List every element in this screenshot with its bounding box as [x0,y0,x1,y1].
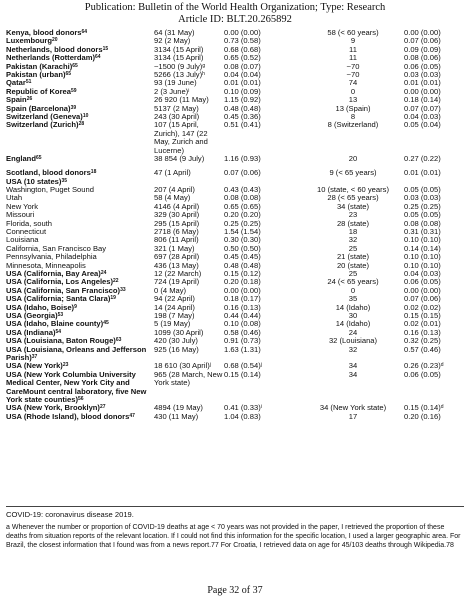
location-cell-text: Kenya, blood donors [6,28,82,37]
age-share-cell-text: 34 [348,361,358,371]
reference-superscript: 33 [120,286,126,293]
ifr-under70-cell-text: 0.15 (0.14) [404,403,441,413]
deaths-cell-text: 4894 (19 May) [154,403,203,413]
page-number: Page 32 of 37 [207,585,263,596]
ifr-under70-cell-text: 0.08 (0.08) [404,218,441,228]
deaths-cell [154,346,224,363]
ifr-under70-cell-text: 0.07 (0.07) [404,103,441,113]
age-share-cell [302,346,404,363]
location-cell-text: USA (Indiana) [6,327,56,337]
location-cell-text: Qatar [6,78,26,88]
table-row [6,413,464,421]
age-share-cell-text: ~70 [346,70,360,80]
data-table [6,29,464,421]
ifr-under70-cell-text: 0.08 (0.06) [404,53,441,63]
deaths-cell-text: 198 (7 May) [154,311,195,320]
reference-superscript: j [209,362,211,369]
ifr-under70-cell-text: 0.07 (0.06) [404,36,441,46]
age-share-cell-text: 28 (< 65 years) [327,193,379,203]
location-cell-text: USA (California; Santa Clara) [6,294,111,304]
location-cell-text: New York [6,201,39,211]
age-share-cell [302,169,404,177]
reference-superscript: 27 [99,404,106,411]
ifr-cell-text: 0.25 (0.25) [224,218,261,228]
age-share-cell-text: 34 [348,369,358,379]
location-cell-text: Luxembourg [6,36,52,46]
age-share-cell [302,413,404,421]
location-cell-text: Washington, Puget Sound [6,184,94,194]
deaths-cell-text: 47 (1 April) [154,168,191,178]
deaths-cell [154,413,224,421]
ifr-under70-cell-text: 0.07 (0.06) [404,294,441,304]
ifr-under70-cell [404,169,464,177]
deaths-cell-text: 12 (22 March) [154,268,202,278]
ifr-under70-cell-text: 0.18 (0.14) [404,95,441,105]
location-cell-text: Minnesota, Minneapolis [6,260,86,270]
ifr-under70-cell-text: 0.01 (0.01) [404,168,441,178]
deaths-cell-text: 806 (11 April) [154,235,199,245]
reference-superscript: h [202,71,205,78]
reference-superscript: 53 [57,312,64,318]
location-cell-text: USA (Idaho, Boise) [6,302,75,312]
ifr-cell-text: 0.68 (0.68) [224,44,261,54]
reference-superscript: 51 [25,79,32,86]
age-share-cell-text: 58 (< 60 years) [327,28,379,37]
reference-superscript: 65 [65,71,72,78]
ifr-cell-text: 0.41 (0.33) [224,403,261,413]
deaths-cell-text: 18 610 (30 April) [154,361,210,371]
age-share-cell-text: 30 [348,311,358,320]
reference-superscript: d [440,362,444,369]
reference-superscript: 54 [55,328,62,335]
age-share-cell-text: 14 (Idaho) [335,302,371,312]
age-share-cell [302,371,404,405]
ifr-cell-text: 0.15 (0.14) [224,369,261,379]
reference-superscript: 65 [35,155,42,162]
age-share-cell-text: 11 [349,53,357,63]
location-cell-text: Scotland, blood donors [6,168,91,178]
ifr-under70-cell-text: 0.20 (0.16) [404,411,441,421]
ifr-cell-text: 0.10 (0.08) [224,319,261,329]
ifr-under70-cell [404,371,464,405]
ifr-cell-text: 0.91 (0.73) [224,336,261,346]
location-cell-text: Missouri [6,210,35,220]
ifr-under70-cell-text: 0.06 (0.05) [404,61,441,71]
reference-superscript: 18 [90,169,97,176]
reference-superscript: i [260,404,262,411]
deaths-cell-text: 436 (13 May) [154,260,199,270]
deaths-cell-text: 92 (2 May) [154,36,191,46]
location-cell-text: Louisiana [6,235,39,245]
location-cell-text: Spain [6,95,27,105]
age-share-cell-text: 32 (Louisiana) [328,336,378,346]
deaths-cell-text: 14 (24 April) [154,302,195,312]
age-share-cell-text: 28 (state) [336,218,370,228]
footnote: a Whenever the number or proportion of COVID-19 deaths at age < 70 years was not provided in the paper, I retrieved the proportion of these deaths from situation reports of the relevant location. If I could not find this information for the specific location, I used a larger geographic area. For Brazil, the closest information that I found was from a news report.77 For Croatia, I retrieved data on age for 45/103 deaths through Wikipedia.78 [6,524,461,550]
deaths-cell-text: 243 (30 April) [154,112,200,122]
location-cell-text: USA (10 states) [6,176,62,186]
location-cell [6,121,154,155]
location-cell-text: Netherlands (Rotterdam) [6,53,96,63]
deaths-cell-text: 93 (19 June) [154,78,197,88]
ifr-cell-text: 0.58 (0.46) [224,327,261,337]
ifr-under70-cell-text: 0.26 (0.23) [404,361,441,371]
ifr-cell-text: 0.01 (0.01) [224,78,261,88]
deaths-cell-text: 26 920 (11 May) [154,95,209,105]
age-share-cell-text: 13 [348,95,358,105]
age-share-cell [302,155,404,169]
location-cell [6,413,154,421]
age-share-cell-text: 25 [348,243,358,253]
ifr-under70-cell [404,413,464,421]
reference-superscript: 24 [100,269,107,276]
ifr-cell-text: 1.04 (0.83) [224,411,261,421]
ifr-cell-text: 0.48 (0.48) [224,260,261,270]
ifr-under70-cell-text: 0.00 (0.00) [404,285,441,295]
ifr-cell-text: 0.45 (0.36) [224,112,261,122]
reference-superscript: 63 [115,337,122,344]
reference-superscript: 47 [129,412,135,419]
table-row [6,371,464,405]
age-share-cell-text: 13 (Spain) [335,103,371,113]
ifr-cell-text: 0.45 (0.45) [224,252,261,262]
ifr-cell-text: 0.43 (0.43) [224,184,261,194]
ifr-under70-cell-text: 0.14 (0.14) [404,243,441,253]
location-cell-text: Netherlands, blood donors [6,44,103,54]
deaths-cell [154,371,224,405]
ifr-cell-text: 0.51 (0.41) [224,120,261,130]
location-cell-text: USA (New York, Brooklyn) [6,403,100,413]
ifr-cell-text: 0.73 (0.58) [224,36,261,46]
ifr-cell-text: 0.44 (0.44) [224,311,261,320]
ifr-under70-cell-text: 0.06 (0.05) [404,369,441,379]
deaths-cell [154,155,224,169]
location-cell-text: Switzerland (Geneva) [6,112,83,122]
ifr-cell-text: 0.16 (0.13) [224,302,261,312]
reference-superscript: j [260,362,262,369]
deaths-cell [154,169,224,177]
age-share-cell-text: 32 [348,235,358,245]
table-row [6,121,464,155]
ifr-under70-cell [404,155,464,169]
deaths-cell-text: 0 (4 May) [154,285,187,295]
age-share-cell-text: 23 [348,210,358,220]
age-share-cell-text: 74 [348,78,358,88]
deaths-cell-text: 5 (19 May) [154,319,191,329]
deaths-cell-text: 3134 (15 April) [154,44,204,54]
deaths-cell-text: 207 (4 April) [154,184,195,194]
ifr-under70-cell-text: 0.02 (0.01) [404,319,441,329]
age-share-cell-text: 34 (state) [336,201,370,211]
ifr-under70-cell-text: 0.25 (0.25) [404,201,441,211]
ifr-cell-text: 0.65 (0.52) [224,53,261,63]
ifr-cell-text: 0.04 (0.04) [224,70,261,80]
reference-superscript: 59 [70,87,77,94]
deaths-cell-text: 58 (4 May) [154,193,191,203]
deaths-cell-text: 5137 (2 May) [154,103,199,113]
deaths-cell-text: 2718 (6 May) [154,226,199,236]
location-cell [6,155,154,169]
ifr-under70-cell-text: 0.06 (0.05) [404,277,441,287]
deaths-cell-text: 295 (15 April) [154,218,200,228]
ifr-under70-cell-text: 0.27 (0.22) [404,154,441,164]
deaths-cell-text: ~1500 (9 July) [154,61,203,71]
deaths-cell-text: 2 (3 June) [154,86,189,96]
ifr-under70-cell-text: 0.05 (0.05) [404,210,441,220]
age-share-cell-text: 8 (Switzerland) [327,120,379,130]
reference-superscript: 10 [82,113,89,120]
deaths-cell-text: 329 (30 April) [154,210,200,220]
location-cell-text: Switzerland (Zurich) [6,120,79,130]
deaths-cell-text: 1099 (30 April) [154,327,204,337]
age-share-cell-text: 20 [348,154,358,164]
ifr-cell-text: 0.20 (0.20) [224,210,261,220]
location-cell-text: Connecticut [6,226,47,236]
location-cell-text: USA (Louisiana, Baton Rouge) [6,336,116,346]
deaths-cell-text: 64 (31 May) [154,28,195,37]
ifr-under70-cell [404,346,464,363]
reference-superscript: i [188,87,190,94]
ifr-cell [224,169,302,177]
ifr-cell-text: 0.68 (0.54) [224,361,261,371]
location-cell-text: Spain (Barcelona) [6,103,71,113]
location-cell-text: USA (California, Los Angeles) [6,277,114,287]
age-share-cell-text: 32 [348,344,358,354]
reference-superscript: 26 [26,96,33,103]
age-share-cell-text: 14 (Idaho) [335,319,371,329]
location-cell [6,186,154,194]
ifr-under70-cell-text: 0.10 (0.10) [404,252,441,262]
deaths-cell-text: 321 (1 May) [154,243,195,253]
age-share-cell-text: 24 (< 65 years) [327,277,379,287]
location-cell-text: USA (Rhode Island), blood donors [6,411,130,421]
age-share-cell-text: 0 [350,86,356,96]
deaths-cell-text: 94 (22 April) [154,294,195,304]
reference-superscript: g [202,62,206,69]
reference-superscript: 64 [81,29,88,35]
ifr-cell-text: 0.00 (0.00) [224,285,261,295]
reference-superscript: 9 [74,303,77,310]
ifr-under70-cell-text: 0.04 (0.03) [404,112,441,122]
ifr-cell-text: 0.08 (0.07) [224,61,261,71]
ifr-under70-cell-text: 0.10 (0.10) [404,260,441,270]
location-cell-text: USA (Louisiana, Orleans and Jefferson Parish) [6,344,147,363]
reference-superscript: 39 [70,104,77,111]
age-share-cell-text: 0 [350,285,356,295]
ifr-cell [224,121,302,155]
ifr-cell-text: 1.54 (1.54) [224,226,261,236]
table-row [6,169,464,177]
article-id-line: Article ID: BLT.20.265892 [178,14,292,25]
ifr-cell-text: 0.15 (0.12) [224,268,261,278]
location-cell [6,88,154,96]
table-bottom-rule [6,506,464,507]
reference-superscript: 45 [103,320,109,327]
ifr-under70-cell-text: 0.10 (0.10) [404,235,441,245]
location-cell-text: Florida, south [6,218,53,228]
reference-superscript: 28 [78,121,85,128]
ifr-cell [224,413,302,421]
age-share-cell-text: 21 (state) [336,252,370,262]
ifr-under70-cell-text: 0.05 (0.04) [404,120,441,130]
age-share-cell-text: 35 [348,294,358,304]
location-cell-text: USA (New York) [6,361,63,371]
location-cell-text: USA (California, San Francisco) [6,285,121,295]
location-cell-text: England [6,154,36,164]
ifr-cell-text: 0.50 (0.50) [224,243,261,253]
reference-superscript: 35 [61,177,67,184]
ifr-cell-text: 0.08 (0.08) [224,193,261,203]
ifr-under70-cell-text: 0.00 (0.00) [404,86,441,96]
age-share-cell [302,121,404,155]
reference-superscript: 37 [31,354,38,361]
ifr-cell-text: 0.18 (0.17) [224,294,261,304]
age-share-cell-text: 24 [348,327,358,337]
age-share-cell-text: 17 [348,411,358,421]
ifr-cell-text: 1.16 (0.93) [224,154,261,164]
ifr-under70-cell-text: 0.03 (0.03) [404,193,441,203]
deaths-cell-text: 925 (16 May) [154,344,199,354]
ifr-cell-text: 0.07 (0.06) [224,168,261,178]
reference-superscript: 20 [52,37,58,44]
location-cell [6,346,154,363]
deaths-cell-text: 38 854 (9 July) [154,154,205,164]
location-cell-text: USA (Georgia) [6,311,58,320]
age-share-cell-text: 11 [349,44,357,54]
reference-superscript: d [440,404,444,411]
age-share-cell-text: 18 [348,226,358,236]
deaths-cell-text: 697 (28 April) [154,252,200,262]
ifr-cell-text: 0.20 (0.18) [224,277,261,287]
reference-superscript: 23 [62,362,69,369]
location-cell-text: USA (California, Bay Area) [6,268,101,278]
ifr-cell-text: 0.00 (0.00) [224,28,261,37]
location-cell-text: Pakistan (urban) [6,70,66,80]
location-cell-text: Utah [6,193,23,203]
ifr-under70-cell-text: 0.03 (0.03) [404,70,441,80]
ifr-cell-text: 0.10 (0.09) [224,86,261,96]
location-cell-text: Republic of Korea [6,86,71,96]
ifr-under70-cell-text: 0.01 (0.01) [404,78,441,88]
ifr-under70-cell-text: 0.02 (0.02) [404,302,441,312]
ifr-cell-text: 1.15 (0.92) [224,95,261,105]
reference-superscript: 64 [95,54,101,61]
publication-line: Publication: Bulletin of the World Health Organization; Type: Research [84,2,386,13]
reference-superscript: 56 [78,396,84,403]
ifr-cell [224,371,302,405]
deaths-cell-text: 965 (28 March, New York state) [154,369,223,388]
deaths-cell [154,121,224,155]
deaths-cell-text: 3134 (15 April) [154,53,204,63]
location-cell-text: USA (New York Columbia University Medical Center, New York City and CareMount central laboratory, five New York state counties) [6,369,147,405]
reference-superscript: 65 [72,62,78,69]
ifr-under70-cell-text: 0.31 (0.31) [404,226,441,236]
deaths-cell-text: 107 (15 April, Zurich), 147 (22 May, Zurich and Lucerne) [154,120,208,155]
location-cell-text: California, San Francisco Bay [6,243,107,253]
ifr-under70-cell-text: 0.05 (0.05) [404,184,441,194]
deaths-cell-text: 4146 (4 April) [154,201,200,211]
abbreviation-note: COVID-19: coronavirus disease 2019. [6,510,134,519]
location-cell-text: Pennsylvania, Philadelphia [6,252,97,262]
age-share-cell-text: ~70 [346,61,360,71]
ifr-under70-cell-text: 0.57 (0.46) [404,344,441,354]
page-header [0,2,470,26]
deaths-cell-text: 724 (19 April) [154,277,200,287]
ifr-under70-cell-text: 0.04 (0.03) [404,268,441,278]
location-cell-text: USA (Idaho, Blaine county) [6,319,104,329]
reference-superscript: 15 [102,45,109,52]
deaths-cell-text: 430 (11 May) [154,411,199,421]
ifr-under70-cell-text: 0.00 (0.00) [404,28,441,37]
location-cell [6,371,154,405]
age-share-cell-text: 25 [348,268,358,278]
ifr-cell [224,346,302,363]
table-row [6,346,464,363]
table-row [6,155,464,169]
ifr-under70-cell-text: 0.16 (0.13) [404,327,441,337]
reference-superscript: 19 [110,295,116,302]
ifr-under70-cell-text: 0.15 (0.15) [404,311,441,320]
age-share-cell-text: 8 [350,112,356,122]
deaths-cell-text: 420 (30 July) [154,336,198,346]
age-share-cell-text: 10 (state, < 60 years) [317,184,389,194]
age-share-cell-text: 20 (state) [336,260,370,270]
ifr-cell-text: 0.65 (0.65) [224,201,261,211]
ifr-cell-text: 0.48 (0.48) [224,103,261,113]
ifr-under70-cell-text: 0.32 (0.25) [404,336,441,346]
location-cell-text: Pakistan (Karachi) [6,61,73,71]
reference-superscript: 22 [113,278,119,285]
age-share-cell-text: 9 (< 65 years) [329,168,377,178]
ifr-cell-text: 0.30 (0.30) [224,235,261,245]
deaths-cell-text: 5266 (13 July) [154,70,203,80]
age-share-cell-text: 9 [350,36,356,46]
ifr-cell-text: 1.63 (1.31) [224,344,261,354]
ifr-under70-cell [404,121,464,155]
ifr-under70-cell-text: 0.09 (0.09) [404,44,441,54]
age-share-cell-text: 34 (New York state) [319,403,387,413]
ifr-cell [224,155,302,169]
